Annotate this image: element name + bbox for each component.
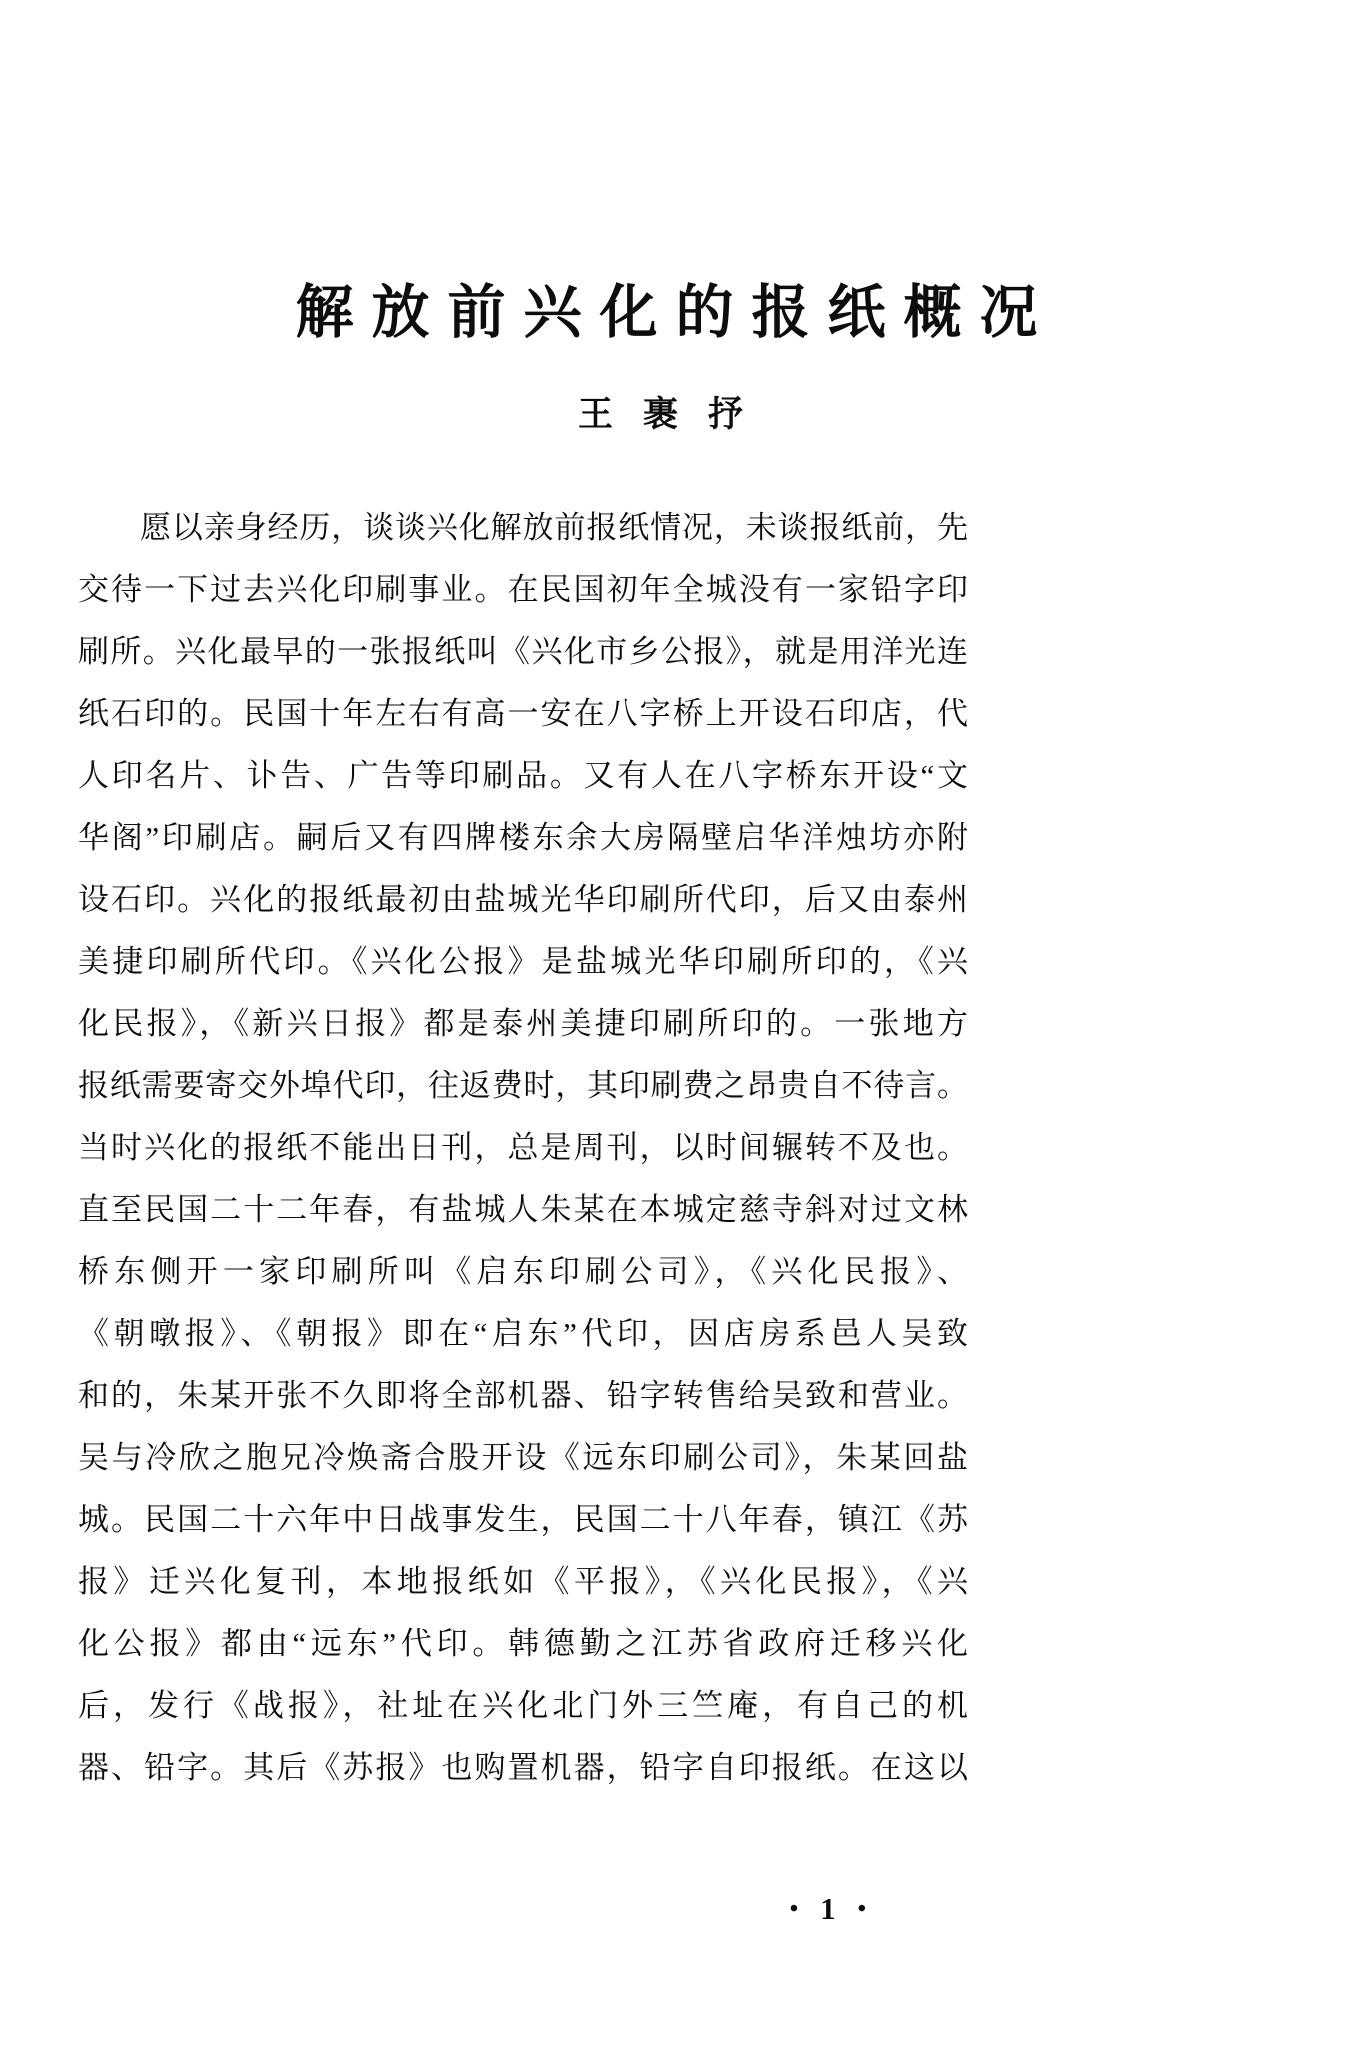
text-line: 华阁”印刷店。嗣后又有四牌楼东余大房隔壁启华洋烛坊亦附 xyxy=(78,820,968,855)
text-line: 《朝暾报》、《朝报》即在“启东”代印，因店房系邑人吴致 xyxy=(78,1316,968,1351)
text-line: 和的，朱某开张不久即将全部机器、铅字转售给吴致和营业。 xyxy=(78,1378,968,1413)
author-byline: 王裹抒 xyxy=(577,395,773,434)
text-line: 报纸需要寄交外埠代印，往返费时，其印刷费之昂贵自不待言。 xyxy=(78,1068,968,1103)
text-line: 愿以亲身经历，谈谈兴化解放前报纸情况，未谈报纸前，先 xyxy=(140,510,968,545)
text-line: 吴与冷欣之胞兄冷焕斋合股开设《远东印刷公司》，朱某回盐 xyxy=(78,1440,968,1475)
article-body xyxy=(78,497,968,1799)
text-line: 城。民国二十六年中日战事发生，民国二十八年春，镇江《苏 xyxy=(78,1502,968,1537)
text-line: 化民报》，《新兴日报》都是泰州美捷印刷所印的。一张地方 xyxy=(78,1006,968,1041)
text-line: 直至民国二十二年春，有盐城人朱某在本城定慈寺斜对过文林 xyxy=(78,1192,968,1227)
text-line: 交待一下过去兴化印刷事业。在民国初年全城没有一家铅字印 xyxy=(78,572,968,607)
text-line: 报》迁兴化复刊，本地报纸如《平报》，《兴化民报》，《兴 xyxy=(78,1564,968,1599)
text-line: 桥东侧开一家印刷所叫《启东印刷公司》，《兴化民报》、 xyxy=(78,1254,968,1289)
text-line: 化公报》都由“远东”代印。韩德勤之江苏省政府迁移兴化 xyxy=(78,1626,968,1661)
text-line: 人印名片、讣告、广告等印刷品。又有人在八字桥东开设“文 xyxy=(78,758,968,793)
footer-right-dot: • xyxy=(857,1896,866,1922)
text-line: 设石印。兴化的报纸最初由盐城光华印刷所代印，后又由泰州 xyxy=(78,882,968,917)
footer-left-dot: • xyxy=(789,1896,799,1922)
text-line: 纸石印的。民国十年左右有高一安在八字桥上开设石印店，代 xyxy=(78,696,968,731)
text-line: 当时兴化的报纸不能出日刊，总是周刊，以时间辗转不及也。 xyxy=(78,1130,968,1165)
text-line: 刷所。兴化最早的一张报纸叫《兴化市乡公报》，就是用洋光连 xyxy=(78,634,968,669)
article-title: 解放前兴化的报纸概况 xyxy=(295,280,1056,345)
text-line: 美捷印刷所代印。《兴化公报》是盐城光华印刷所印的，《兴 xyxy=(78,944,968,979)
page-number: 1 xyxy=(820,1891,836,1926)
text-line: 后，发行《战报》，社址在兴化北门外三竺庵，有自己的机 xyxy=(78,1688,968,1723)
text-line: 器、铅字。其后《苏报》也购置机器，铅字自印报纸。在这以 xyxy=(78,1750,968,1785)
page-footer xyxy=(0,1890,866,1927)
